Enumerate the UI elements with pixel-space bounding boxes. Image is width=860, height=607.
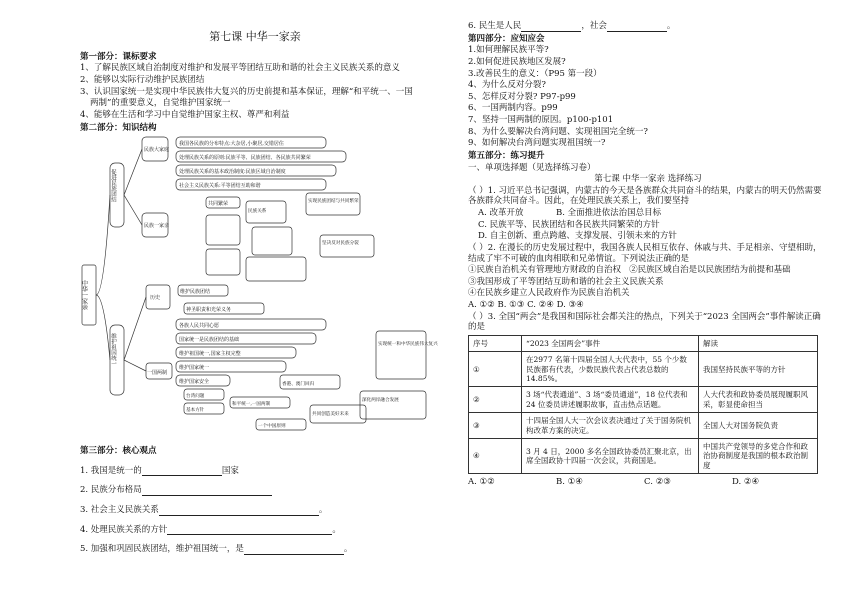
part1-heading: 第一部分：课标要求 bbox=[80, 51, 157, 62]
node-text: 香港、澳门回归 bbox=[282, 382, 315, 388]
branch1-label: 促进民族团结 bbox=[110, 169, 116, 203]
branch2-label: 维护祖国统一 bbox=[110, 333, 116, 367]
answer-blank[interactable] bbox=[607, 23, 667, 32]
node-text: 维护国家统一 bbox=[179, 365, 210, 372]
table-header: 序号 bbox=[469, 335, 522, 351]
q3-option: D. ②④ bbox=[732, 477, 760, 487]
node-text: 共同创造美好未来 bbox=[312, 412, 349, 418]
answer-blank[interactable] bbox=[521, 23, 581, 32]
part4-item: 1.如何理解民族平等? bbox=[468, 45, 549, 56]
q3-option: C. ②③ bbox=[644, 477, 671, 487]
answer-blank[interactable] bbox=[142, 487, 272, 496]
node-text: 社会主义民族关系:平等团结互助和谐 bbox=[179, 183, 261, 190]
core-item-4: 4. 处理民族关系的方针 。 bbox=[80, 524, 341, 535]
part4-item: 7、坚持一国两制的原因。p100-p101 bbox=[468, 115, 614, 125]
table-cell: 人大代表和政协委员展现履职风采，彰显使命担当 bbox=[699, 387, 818, 413]
node-text: 和平统一,一国两制 bbox=[232, 402, 271, 408]
part1-item: 4、能够在生活和学习中自觉维护国家主权、尊严和利益 bbox=[80, 109, 290, 120]
part5-heading: 第五部分：练习提升 bbox=[468, 150, 545, 161]
sub1a-label: 民族大家庭 bbox=[144, 147, 170, 154]
part4-item: 8、为什么要解决台湾问题、实现祖国完全统一? bbox=[468, 126, 648, 137]
part1-item: 1、了解民族区域自治制度对维护和发展平等团结互助和谐的社会主义民族关系的意义 bbox=[80, 63, 400, 74]
node-text: 维护国家安全 bbox=[179, 379, 210, 386]
table-row bbox=[469, 352, 818, 387]
core-item-3: 3. 社会主义民族关系 。 bbox=[80, 505, 328, 515]
part4-item: 4、为什么反对分裂? bbox=[468, 80, 546, 91]
mindmap-root-label: 中华一家亲 bbox=[80, 280, 88, 311]
table-cell: ③ bbox=[469, 413, 522, 439]
table-header: 解读 bbox=[699, 335, 818, 351]
table-cell: 中国共产党领导的多党合作和政治协商制度是我国的根本政治制度 bbox=[699, 438, 818, 473]
node-text: 处理民族关系的原则:民族平等、民族团结、各民族共同繁荣 bbox=[179, 155, 311, 162]
core-item-2: 2. 民族分布格局 bbox=[80, 485, 430, 496]
part5-subheading: 一、单项选择题（见选择练习卷） bbox=[468, 162, 596, 173]
table-cell: 在2977 名第十四届全国人大代表中，55 个少数民族都有代表，少数民族代表占代表总数的 14.85%。 bbox=[522, 352, 699, 387]
node-text: 维护民族团结 bbox=[180, 289, 211, 296]
part4-item: 2.如何促进民族地区发展? bbox=[468, 56, 566, 67]
answer-blank[interactable] bbox=[142, 467, 222, 476]
node-text: 各族人民共同心愿 bbox=[179, 323, 220, 330]
q3-option: A. ①② bbox=[468, 477, 495, 487]
answer-blank[interactable] bbox=[159, 507, 319, 516]
exercise-title: 第七课 中华一家亲 选择练习 bbox=[594, 174, 702, 185]
part1-item: 3、认识国家统一是实现中华民族伟大复兴的历史前提和基本保证，理解“和平统一、一国 bbox=[80, 86, 413, 97]
part2-heading: 第二部分：知识结构 bbox=[80, 122, 157, 133]
table-cell: 全国人大对国务院负责 bbox=[699, 413, 818, 439]
node-text: 深化两岸融合发展 bbox=[362, 398, 399, 404]
q2-statement: ④在民族乡建立人民政府作为民族自治机关 bbox=[468, 288, 630, 299]
table-cell: ④ bbox=[469, 438, 522, 473]
table-row bbox=[469, 438, 818, 473]
node-text: 实现统一和中华民族伟大复兴 bbox=[378, 342, 438, 348]
node-text: 民族关系 bbox=[248, 209, 267, 215]
core-views bbox=[80, 466, 430, 555]
node-text: 基本方针 bbox=[186, 408, 205, 414]
question-2: （ ）2. 在漫长的历史发展过程中，我国各族人民相互依存、休戚与共、手足相亲、守望相助，结成了牢不可破的血肉相联和兄弟情谊。下列说法正确的是 bbox=[468, 242, 822, 264]
right-column bbox=[468, 20, 828, 488]
part4-item: 3.改善民生的意义：（P95 第一段） bbox=[468, 68, 602, 79]
q1-option: D. 自主创新、重点跨越、支撑发展、引领未来的方针 bbox=[478, 231, 677, 242]
node-text: 神圣职责和光荣义务 bbox=[186, 307, 232, 314]
table-cell: 我国坚持民族平等的方针 bbox=[699, 352, 818, 387]
node-text: 坚决反对民族分裂 bbox=[322, 241, 359, 247]
part4-item: 9、如何解决台湾问题实现祖国统一? bbox=[468, 138, 606, 149]
node-text: 共同繁荣 bbox=[208, 201, 229, 208]
q3-option: B. ①④ bbox=[556, 477, 583, 487]
table-cell: ② bbox=[469, 387, 522, 413]
node-text: 维护祖国统一,国家主权完整 bbox=[179, 351, 241, 358]
table-cell: 3 月 4 日，2000 多名全国政协委员汇聚北京，出席全国政协十四届一次会议，共商国是。 bbox=[522, 438, 699, 473]
node-text: 台湾问题 bbox=[186, 394, 205, 400]
question-1: （ ）1. 习近平总书记强调，内蒙古的今天是各族群众共同奋斗的结果，内蒙古的明天仍然需要各族群众共同奋斗。因此，在处理民族关系上，我们要坚持 bbox=[468, 185, 822, 207]
part1-item: 两制”的重要意义，自觉维护国家统一 bbox=[90, 98, 231, 109]
q1-option: C. 民族平等、民族团结和各民族共同繁荣的方针 bbox=[478, 219, 660, 230]
part4-item: 5、怎样反对分裂? P97-p99 bbox=[468, 91, 576, 102]
q1-option: A. 改革开放 B. 全面推进依法治国总目标 bbox=[478, 208, 662, 218]
node-text: 实现民族团结与共同繁荣 bbox=[308, 199, 359, 205]
node-text: 处理民族关系的基本政治制度:民族区域自治制度 bbox=[179, 169, 286, 176]
core-item-1: 1. 我国是统一的 国家 bbox=[80, 465, 239, 476]
q2-statement: ①民族自治机关有管理地方财政的自治权 ②民族区域自治是以民族团结为前提和基础 bbox=[468, 265, 791, 276]
table-row bbox=[469, 413, 818, 439]
question-3: （ ）3. 全国“两会”是我国和国际社会都关注的热点，下列关于“2023 全国两会”事件解读正确的是 bbox=[468, 311, 821, 333]
core-item-6: 6. 民生是人民 ，社会 。 bbox=[468, 21, 676, 31]
q3-options bbox=[468, 477, 828, 488]
q2-options: A. ①② B. ①③ C. ②④ D. ③④ bbox=[468, 300, 584, 310]
node-text: 一个中国原则 bbox=[258, 424, 286, 430]
answer-blank[interactable] bbox=[244, 546, 344, 555]
table-header: “2023 全国两会”事件 bbox=[522, 335, 699, 351]
table-cell: 十四届全国人大一次会议表决通过了关于国务院机构改革方案的决定。 bbox=[522, 413, 699, 439]
q2-statement: ③我国形成了平等团结互助和谐的社会主义民族关系 bbox=[468, 276, 664, 287]
node-text: 国家统一是民族团结的基础 bbox=[179, 337, 240, 344]
answer-blank[interactable] bbox=[167, 526, 332, 535]
knowledge-mindmap bbox=[80, 135, 438, 440]
mindmap-svg bbox=[80, 135, 438, 440]
table-header-row bbox=[469, 335, 818, 351]
node-text: 我国各民族的分布特点:大杂居,小聚居,交错居住 bbox=[179, 141, 284, 148]
sub2a-label: 历史 bbox=[150, 295, 161, 302]
part1-item: 2、能够以实际行动维护民族团结 bbox=[80, 75, 205, 85]
sub2b-label: 一国两制 bbox=[147, 370, 168, 377]
sub1b-label: 民族一家亲 bbox=[144, 223, 170, 230]
page-title: 第七课 中华一家亲 bbox=[209, 30, 301, 43]
part4-item: 6、一国两制内容。p99 bbox=[468, 103, 558, 114]
table-cell: 3 场“代表通道”、3 场“委员通道”，18 位代表和 24 位委员讲述履职故事，直击热点话题。 bbox=[522, 387, 699, 413]
events-table bbox=[468, 335, 818, 474]
left-column bbox=[80, 20, 438, 564]
part4-heading: 第四部分：应知应会 bbox=[468, 33, 545, 44]
part3-heading: 第三部分：核心观点 bbox=[80, 446, 157, 457]
table-row bbox=[469, 387, 818, 413]
core-item-5: 5. 加强和巩固民族团结，维护祖国统一，是 。 bbox=[80, 544, 353, 555]
table-cell: ① bbox=[469, 352, 522, 387]
